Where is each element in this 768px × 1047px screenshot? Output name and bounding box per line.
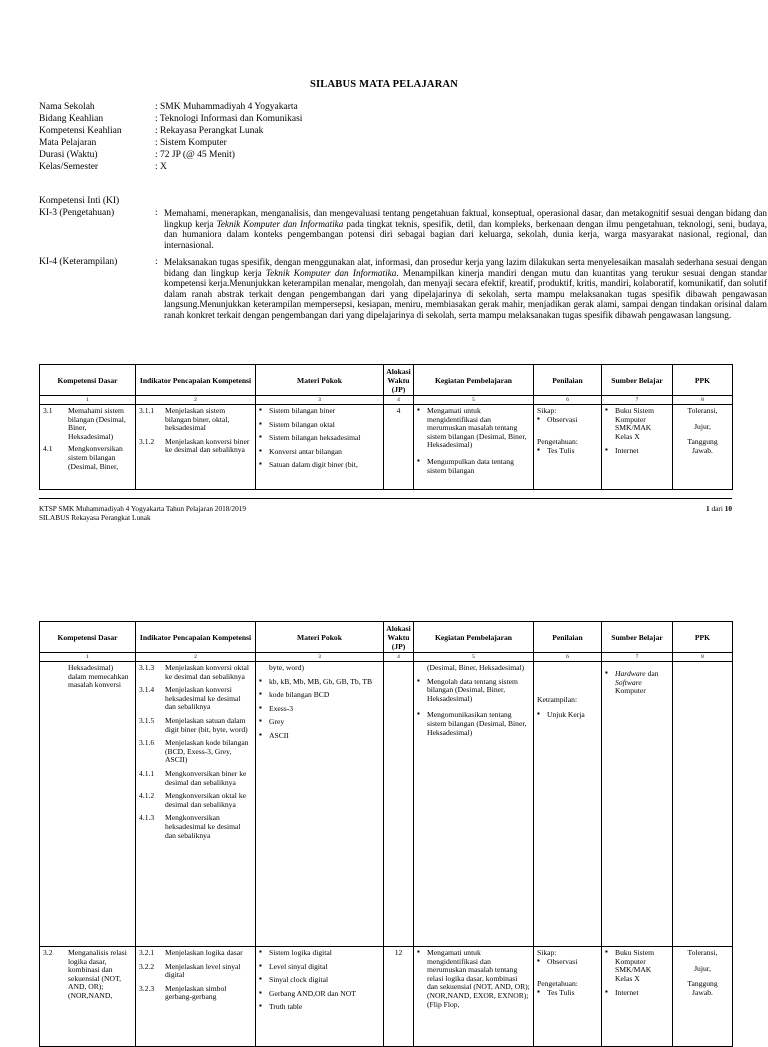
ki4-label: KI-4 (Keterampilan) <box>39 257 118 267</box>
penilaian-cell <box>534 405 602 490</box>
materi-item: ▪ Konversi antar bilangan <box>259 448 380 457</box>
ki4-text: Melaksanakan tugas spesifik, dengan menggunakan alat, informasi, dan prosedur kerja yang lazim dilakukan serta menyelesaikan masalah sederhana sesuai dengan bidang dan lingkup kerja Teknik Komputer dan Informatika. Menampilkan kinerja mandiri dengan mutu dan kuantitas yang terukur sesuai dengan standar kompetensi kerja.Menunjukkan keterampilan menalar, mengolah, dan menyaji secara efektif, kreatif, produktif, kritis, mandiri, kolaboratif, komunikatif, dan solutif dalam ranah abstrak terkait dengan pengembangan dari yang dipelajarinya di sekolah, serta mampu melaksanakan tugas spesifik dibawah pengawasan langsung.Menunjukkan keterampilan mempersepsi, kesiapan, meniru, membiasakan gerak mahir, menjadikan gerak alami, sampai dengan tindakan orisinal dalam ranah konkret terkait dengan pengembangan dari yang dipelajarinya di sekolah, serta mampu melaksanakan tugas spesifik dibawah pengawasan langsung. <box>164 257 767 320</box>
materi-continuation: byte, word) <box>269 663 305 672</box>
table-row <box>40 662 733 947</box>
kd-cell <box>40 662 136 947</box>
kegiatan-cell <box>414 947 534 1047</box>
ki3-label: KI-3 (Pengetahuan) <box>39 208 115 218</box>
header-indikator: Indikator Pencapaian Kompetensi <box>136 622 256 653</box>
materi-item: ▪ ASCII <box>259 732 380 741</box>
header-sumber: Sumber Belajar <box>602 365 673 396</box>
document-page-2 <box>0 600 768 1024</box>
kegiatan-continuation: (Desimal, Biner, Heksadesimal) <box>427 663 525 672</box>
ppk-item: Tanggung Jawab. <box>687 437 718 455</box>
info-value: : Rekayasa Perangkat Lunak <box>155 126 264 136</box>
ppk-item: Tanggung Jawab. <box>687 979 718 997</box>
column-number: 2 <box>136 396 256 405</box>
sumber-item: ▪ Internet <box>605 447 669 456</box>
info-label: Kelas/Semester <box>39 162 99 172</box>
indikator-item: 3.2.3 Menjelaskan simbol gerbang-gerbang <box>139 983 227 1002</box>
materi-item: ▪ Sistem bilangan biner <box>259 407 380 416</box>
penilaian-item: ▪ Tes Tulis <box>537 447 598 456</box>
indikator-item: 3.1.3 Menjelaskan konversi oktal ke desimal dan sebaliknya <box>139 663 249 681</box>
header-materi-pokok: Materi Pokok <box>256 365 384 396</box>
footer-divider <box>39 498 732 499</box>
materi-item: ▪ Sistem logika digital <box>259 949 380 958</box>
indikator-cell <box>136 405 256 490</box>
page-number: 1 dari 10 <box>706 504 732 513</box>
materi-cell <box>256 947 384 1047</box>
penilaian-item: ▪ Observasi <box>537 958 598 967</box>
penilaian-item: ▪ Tes Tulis <box>537 989 598 998</box>
penilaian-item: ▪ Observasi <box>537 416 598 425</box>
sumber-item: ▪ Internet <box>605 989 669 998</box>
indikator-item: 3.2.2 Menjelaskan level sinyal digital <box>139 961 241 980</box>
sumber-item: ▪ Buku Sistem Komputer SMK/MAK Kelas X <box>605 407 669 441</box>
penilaian-label: Ketrampilan: <box>537 695 578 704</box>
column-number: 6 <box>534 653 602 662</box>
kegiatan-item: ▪ Mengolah data tentang sistem bilangan (Desimal, Biner, Heksadesimal) <box>417 678 530 704</box>
indikator-item: 4.1.1 Mengkonversikan biner ke desimal dan sebaliknya <box>139 768 247 787</box>
ki4-colon: : <box>155 257 158 267</box>
kd-cell <box>40 405 136 490</box>
info-label: Mata Pelajaran <box>39 138 97 148</box>
column-number-row <box>40 653 733 662</box>
materi-item: ▪ Satuan dalam digit biner (bit, <box>259 461 380 470</box>
kd-item: 3.1 Memahami sistem bilangan (Desimal, Biner, Heksadesimal) <box>43 406 126 441</box>
materi-item: ▪ kode bilangan BCD <box>259 691 380 700</box>
materi-item: ▪ Truth table <box>259 1003 380 1012</box>
penilaian-cell <box>534 947 602 1047</box>
sumber-cell <box>602 662 673 947</box>
materi-item: ▪ kb, kB, Mb, MB, Gb, GB, Tb, TB <box>259 678 380 687</box>
column-number: 7 <box>602 653 673 662</box>
materi-cell <box>256 662 384 947</box>
header-penilaian: Penilaian <box>534 622 602 653</box>
kd-item: 3.2 Menganalisis relasi logika dasar, kombinasi dan sekuensial (NOT, AND, OR); (NOR,NAND, <box>43 948 127 1000</box>
alokasi-cell: 12 <box>384 947 414 1047</box>
kegiatan-item: ▪ Mengamati untuk mengidentifikasi dan merumuskan masalah tentang relasi logika dasar, kombinasi dan sekuensial (NOT, AND, OR); (NOR,NAND, EXOR, EXNOR); (Flip Flop, <box>417 949 530 1009</box>
indikator-cell <box>136 947 256 1047</box>
column-number: 3 <box>256 653 384 662</box>
column-number: 3 <box>256 396 384 405</box>
kegiatan-cell <box>414 405 534 490</box>
kegiatan-item: ▪ Mengumpulkan data tentang sistem bilangan <box>417 458 530 475</box>
syllabus-table-page-1 <box>39 364 733 490</box>
table-row <box>40 947 733 1047</box>
alokasi-cell: 4 <box>384 405 414 490</box>
header-alokasi: Alokasi Waktu (JP) <box>384 622 414 653</box>
header-ppk: PPK <box>673 365 733 396</box>
penilaian-cell <box>534 662 602 947</box>
info-value: : Teknologi Informasi dan Komunikasi <box>155 114 303 124</box>
header-kegiatan: Kegiatan Pembelajaran <box>414 622 534 653</box>
header-kompetensi-dasar: Kompetensi Dasar <box>40 365 136 396</box>
ppk-cell <box>673 405 733 490</box>
table-header-row <box>40 365 733 396</box>
column-number: 8 <box>673 396 733 405</box>
kegiatan-cell <box>414 662 534 947</box>
column-number: 1 <box>40 653 136 662</box>
info-value: : 72 JP (@ 45 Menit) <box>155 150 235 160</box>
ppk-item: Jujur, <box>694 963 711 973</box>
alokasi-cell <box>384 662 414 947</box>
header-penilaian: Penilaian <box>534 365 602 396</box>
penilaian-label: Pengetahuan: <box>537 437 578 447</box>
header-materi-pokok: Materi Pokok <box>256 622 384 653</box>
column-number: 1 <box>40 396 136 405</box>
materi-item: ▪ Grey <box>259 718 380 727</box>
materi-item: ▪ Sinyal clock digital <box>259 976 380 985</box>
indikator-item: 3.1.5 Menjelaskan satuan dalam digit biner (bit, byte, word) <box>139 715 248 734</box>
ppk-cell <box>673 662 733 947</box>
indikator-item: 3.2.1 Menjelaskan logika dasar <box>139 948 243 957</box>
info-label: Durasi (Waktu) <box>39 150 98 160</box>
syllabus-table-page-2 <box>39 621 733 1047</box>
penilaian-label: Pengetahuan: <box>537 979 578 989</box>
indikator-cell <box>136 662 256 947</box>
footer-line-2: SILABUS Rekayasa Perangkat Lunak <box>39 513 151 522</box>
kegiatan-item: ▪ Mengomunikasikan tentang sistem bilangan (Desimal, Biner, Heksadesimal) <box>417 711 530 737</box>
materi-item: ▪ Gerbang AND,OR dan NOT <box>259 990 380 999</box>
page-gap <box>0 545 768 600</box>
column-number-row <box>40 396 733 405</box>
kd-cell <box>40 947 136 1047</box>
sumber-cell <box>602 947 673 1047</box>
indikator-item: 3.1.2 Menjelaskan konversi biner ke desimal dan sebaliknya <box>139 436 250 455</box>
ki-heading: Kompetensi Inti (KI) <box>39 196 120 206</box>
table-header-row <box>40 622 733 653</box>
materi-item: ▪ Level sinyal digital <box>259 963 380 972</box>
sumber-item: ▪ Buku Sistem Komputer SMK/MAK Kelas X <box>605 949 669 983</box>
materi-item: ▪ Sistem bilangan heksadesimal <box>259 434 380 443</box>
column-number: 5 <box>414 396 534 405</box>
header-indikator: Indikator Pencapaian Kompetensi <box>136 365 256 396</box>
header-kegiatan: Kegiatan Pembelajaran <box>414 365 534 396</box>
penilaian-label: Sikap: <box>537 406 557 415</box>
header-sumber: Sumber Belajar <box>602 622 673 653</box>
page-footer <box>39 504 246 522</box>
sumber-cell <box>602 405 673 490</box>
info-value: : Sistem Komputer <box>155 138 227 148</box>
ppk-item: Toleransi, <box>687 948 718 957</box>
indikator-item: 3.1.1 Menjelaskan sistem bilangan biner, oktal, heksadesimal <box>139 406 230 433</box>
column-number: 7 <box>602 396 673 405</box>
indikator-item: 4.1.3 Mengkonversikan heksadesimal ke desimal dan sebaliknya <box>139 813 241 840</box>
header-alokasi: Alokasi Waktu (JP) <box>384 365 414 396</box>
info-value: : SMK Muhammadiyah 4 Yogyakarta <box>155 102 298 112</box>
indikator-item: 3.1.6 Menjelaskan kode bilangan (BCD, Exess-3, Grey, ASCII) <box>139 738 249 765</box>
info-label: Nama Sekolah <box>39 102 95 112</box>
materi-item: ▪ Exess-3 <box>259 705 380 714</box>
indikator-item: 3.1.4 Menjelaskan konversi heksadesimal ke desimal dan sebaliknya <box>139 685 241 712</box>
kd-continuation: Heksadesimal) dalam memecahkan masalah konversi <box>68 663 129 690</box>
ppk-item: Jujur, <box>694 421 711 431</box>
info-label: Bidang Keahlian <box>39 114 104 124</box>
table-row <box>40 405 733 490</box>
kegiatan-item: ▪ Mengamati untuk mengidentifikasi dan merumuskan masalah tentang sistem bilangan (Desimal, Biner, Heksadesimal) <box>417 407 530 450</box>
column-number: 4 <box>384 396 414 405</box>
kd-item: 4.1 Mengkonversikan sistem bilangan (Desimal, Biner, <box>43 444 123 471</box>
materi-cell <box>256 405 384 490</box>
column-number: 4 <box>384 653 414 662</box>
document-title: SILABUS MATA PELAJARAN <box>309 79 459 90</box>
column-number: 6 <box>534 396 602 405</box>
ki3-text: Memahami, menerapkan, menganalisis, dan mengevaluasi tentang pengetahuan faktual, konseptual, operasional dasar, dan metakognitif sesuai dengan bidang dan lingkup kerja Teknik Komputer dan Informatika pada tingkat teknis, spesifik, detil, dan kompleks, berkenaan dengan ilmu pengetahuan, teknologi, seni, budaya, dan humaniora dalam konteks pengembangan potensi diri sebagai bagian dari keluarga, sekolah, dunia kerja, warga masyarakat nasional, regional, dan internasional. <box>164 208 768 250</box>
footer-line-1: KTSP SMK Muhammadiyah 4 Yogyakarta Tahun Pelajaran 2018/2019 <box>39 504 247 513</box>
sumber-item: ▪ Hardware dan Software Komputer <box>605 670 669 696</box>
penilaian-item: ▪ Unjuk Kerja <box>537 711 598 720</box>
column-number: 2 <box>136 653 256 662</box>
ppk-cell <box>673 947 733 1047</box>
ki3-colon: : <box>155 208 158 218</box>
column-number: 5 <box>414 653 534 662</box>
info-label: Kompetensi Keahlian <box>39 126 122 136</box>
penilaian-label: Sikap: <box>537 948 557 957</box>
column-number: 8 <box>673 653 733 662</box>
header-kompetensi-dasar: Kompetensi Dasar <box>40 622 136 653</box>
indikator-item: 4.1.2 Mengkonversikan oktal ke desimal dan sebaliknya <box>139 791 246 809</box>
header-ppk: PPK <box>673 622 733 653</box>
ppk-item: Toleransi, <box>687 406 718 415</box>
info-value: : X <box>155 162 167 172</box>
materi-item: ▪ Sistem bilangan oktal <box>259 421 380 430</box>
